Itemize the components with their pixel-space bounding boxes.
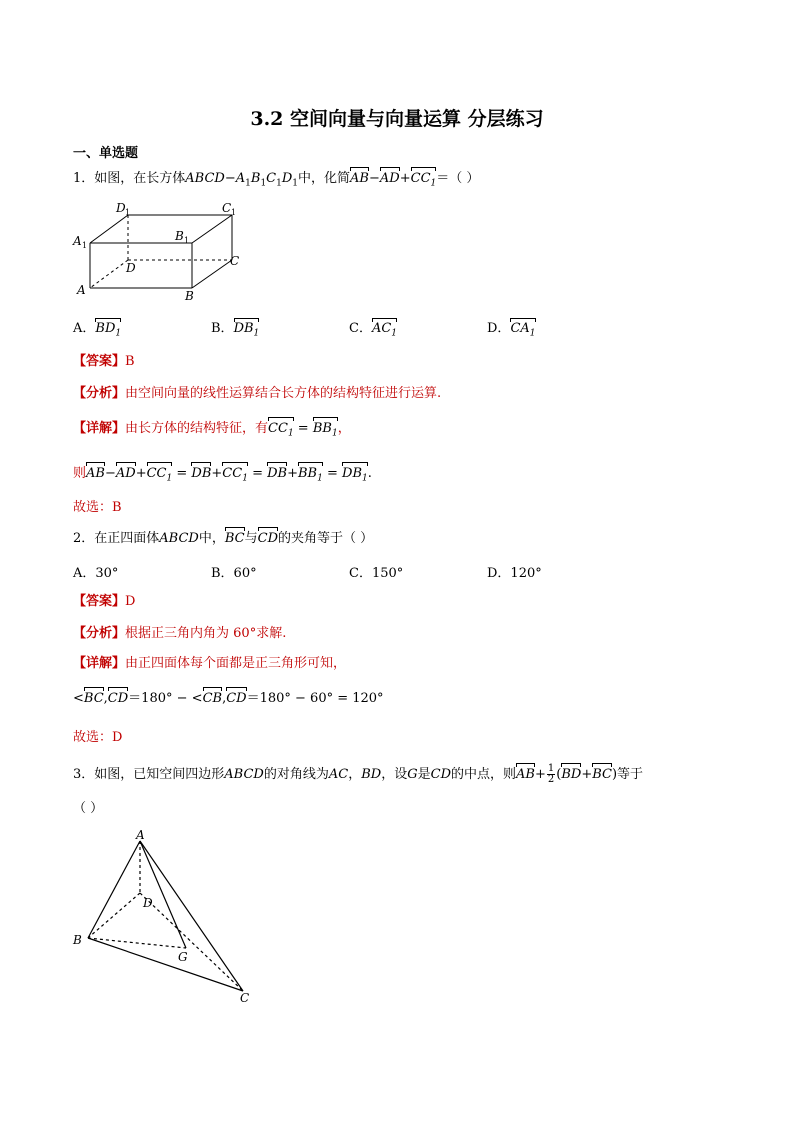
q1-analysis: 【分析】由空间向量的线性运算结合长方体的结构特征进行运算. bbox=[73, 386, 442, 401]
q2-choose: 故选：D bbox=[73, 730, 123, 745]
label-b1: B bbox=[175, 229, 184, 243]
q2-analysis: 【分析】根据正三角内角为 60°求解. bbox=[73, 626, 287, 641]
label-d: D bbox=[126, 261, 136, 275]
label-d1: D bbox=[116, 201, 126, 215]
label-c: C bbox=[230, 254, 240, 268]
label-c: C bbox=[240, 991, 250, 1005]
q1-option-c[interactable]: C．$AC_1$ bbox=[349, 321, 398, 339]
q2-option-a[interactable]: A．30° bbox=[73, 566, 119, 581]
label-b: B bbox=[73, 933, 82, 947]
q1-option-d[interactable]: D．$CA_1$ bbox=[487, 321, 536, 339]
svg-text:1: 1 bbox=[125, 208, 131, 217]
q1-choose: 故选：B bbox=[73, 500, 122, 515]
q3-paren: （ ） bbox=[73, 801, 104, 816]
label-c1: C bbox=[222, 201, 232, 215]
label-a: A bbox=[77, 283, 86, 297]
label-a: A bbox=[136, 828, 145, 842]
section-heading: 一、单选题 bbox=[73, 146, 139, 161]
label-d: D bbox=[143, 896, 153, 910]
q1-answer: 【答案】B bbox=[73, 354, 135, 369]
svg-text:1: 1 bbox=[184, 236, 190, 245]
q2-formula: <BC,CD＝180° − <CB,CD＝180° − 60° = 120° bbox=[73, 691, 384, 706]
q2-option-b[interactable]: B．60° bbox=[211, 566, 257, 581]
page-title: 3.2 空间向量与向量运算 分层练习 bbox=[250, 108, 544, 130]
q2-answer: 【答案】D bbox=[73, 594, 136, 609]
q1-derivation: 则$AB-AD+CC_1 = DB+CC_1 = DB+BB_1 = DB_1$. bbox=[73, 465, 372, 488]
tetrahedron-figure bbox=[70, 828, 260, 1008]
q1-option-a[interactable]: A．$BD_1$ bbox=[73, 321, 122, 339]
label-a1: A bbox=[73, 234, 82, 248]
q2-option-d[interactable]: D．120° bbox=[487, 566, 542, 581]
svg-text:1: 1 bbox=[231, 208, 237, 217]
q1-detail: 【详解】由长方体的结构特征，有$CC_1 = BB_1$， bbox=[73, 420, 351, 443]
q1-option-b[interactable]: B．$DB_1$ bbox=[211, 321, 260, 339]
q2-option-c[interactable]: C．150° bbox=[349, 566, 404, 581]
cuboid-figure bbox=[70, 198, 250, 303]
label-b: B bbox=[185, 289, 194, 303]
question-1-stem: 1．如图，在长方体$ABCD-A_1B_1C_1D_1$中，化简$AB-AD+CC_1=$（ ） bbox=[73, 170, 479, 193]
label-g: G bbox=[178, 950, 188, 964]
question-2-stem: 2．在正四面体ABCD中，BC与CD的夹角等于（ ） bbox=[73, 531, 374, 546]
svg-text:1: 1 bbox=[82, 241, 88, 250]
question-3-stem: 3．如图，已知空间四边形ABCD的对角线为AC，BD，设G是CD的中点，则AB+ $\frac{1}{2}$ (BD+BC)等于 bbox=[73, 763, 644, 785]
q2-detail: 【详解】由正四面体每个面都是正三角形可知， bbox=[73, 656, 347, 671]
